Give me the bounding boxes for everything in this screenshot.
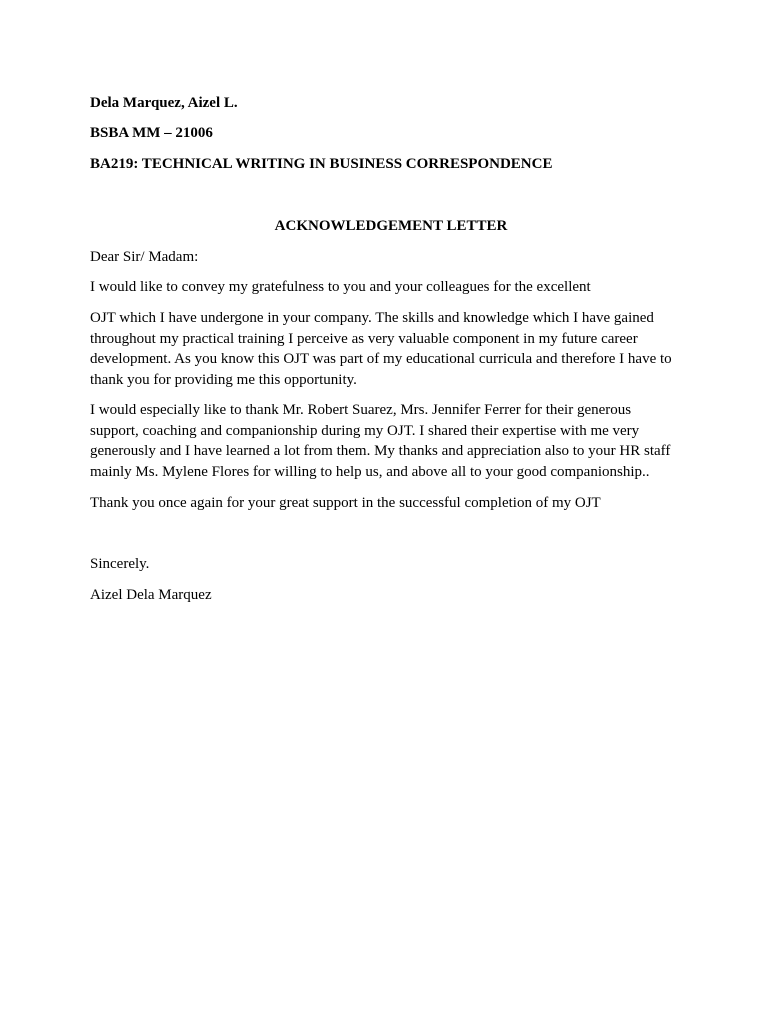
paragraph-line: support, coaching and companionship during my OJT. I shared their expertise with me very [90,422,640,439]
paragraph-line: Thank you once again for your great support in the successful completion of my OJT [90,495,601,511]
student-name: Dela Marquez, Aizel L. [90,95,238,111]
student-program: BSBA MM – 21006 [90,125,213,141]
letter-title: ACKNOWLEDGEMENT LETTER [274,218,508,234]
salutation: Dear Sir/ Madam: [90,249,199,265]
paragraph-line: development. As you know this OJT was part of my educational curricula and therefore I have to [90,351,672,368]
closing: Sincerely. [90,556,150,572]
paragraph-line: thank you for providing me this opportunity. [90,371,357,388]
course-title: BA219: TECHNICAL WRITING IN BUSINESS CORRESPONDENCE [90,156,553,172]
paragraph-line: mainly Ms. Mylene Flores for willing to help us, and above all to your good companionship.. [90,463,650,480]
paragraph-4 [90,493,690,514]
signature-name: Aizel Dela Marquez [90,587,212,603]
paragraph-3 [90,400,690,482]
paragraph-1 [90,277,690,298]
paragraph-line: generously and I have learned a lot from them. My thanks and appreciation also to your HR staff [90,443,671,460]
paragraph-line: OJT which I have undergone in your company. The skills and knowledge which I have gained [90,310,654,326]
paragraph-line: I would like to convey my gratefulness to you and your colleagues for the excellent [90,279,591,295]
paragraph-line: I would especially like to thank Mr. Robert Suarez, Mrs. Jennifer Ferrer for their generous [90,402,632,418]
paragraph-2 [90,308,690,390]
paragraph-line: throughout my practical training I perceive as very valuable component in my future career [90,330,638,347]
